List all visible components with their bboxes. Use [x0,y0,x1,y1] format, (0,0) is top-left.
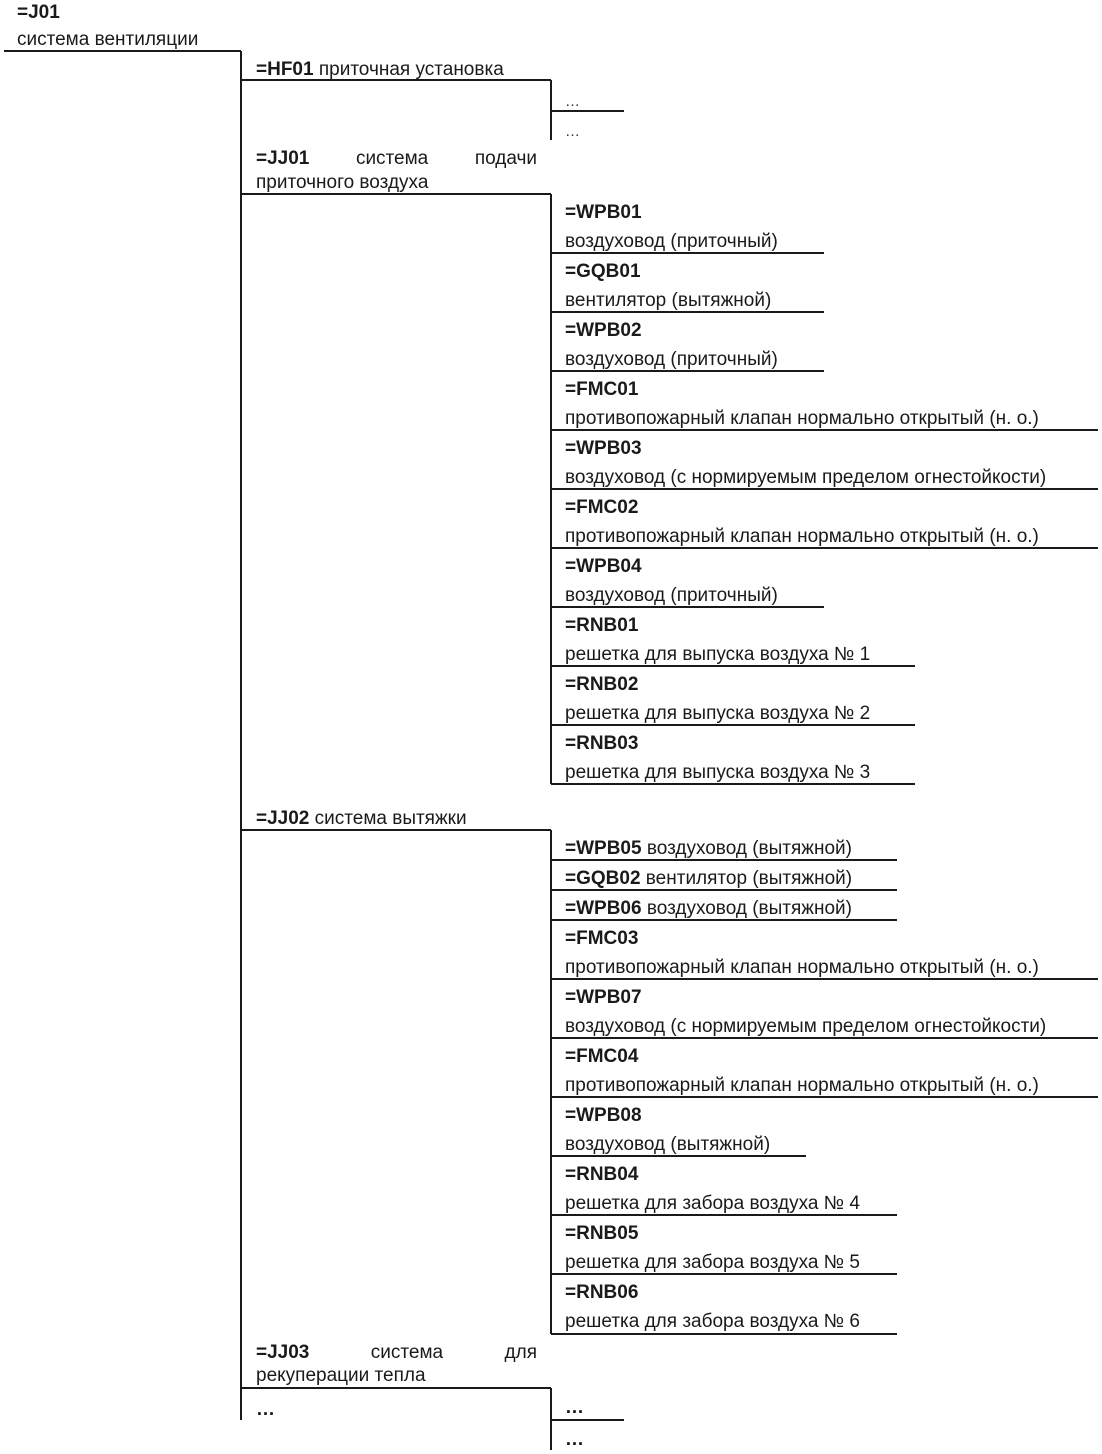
jj01-child-4-code: =FMC01 [565,379,639,400]
jj01-child-7-label: воздуховод (приточный) [565,585,778,606]
jj02-child-1-code: =FMC03 [565,928,639,949]
root-label: система вентиляции [17,29,199,50]
node-jj01-line1 [256,148,537,170]
node-jj02-label: система вытяжки [314,808,467,829]
jj02-child-3-label: противопожарный клапан нормально открытый (н. о.) [565,1075,1039,1096]
jj02-child-7-code: =RNB06 [565,1282,639,1303]
node-jj01-line2: приточного воздуха [256,172,429,193]
hf01-child-ellipsis-1: … [565,93,580,110]
jj01-child-8-label: решетка для выпуска воздуха № 1 [565,644,871,665]
hf01-child-ellipsis-2: … [565,123,580,140]
node-hf01-label: приточная установка [318,59,504,80]
jj01-child-5-label: воздуховод (с нормируемым пределом огнестойкости) [565,467,1047,488]
node-hf01 [256,59,504,81]
node-jj03-word-1: система [370,1342,444,1363]
node-jj03-line1 [256,1342,537,1364]
jj01-child-10-code: =RNB03 [565,733,639,754]
jj01-child-3-code: =WPB02 [565,320,642,341]
node-jj03-line2: рекуперации тепла [256,1365,426,1386]
jj02-child-5-code: =RNB04 [565,1164,639,1185]
jj01-child-1-label: воздуховод (приточный) [565,231,778,252]
node-jj01-word-2: подачи [474,148,537,169]
jj01-child-1-code: =WPB01 [565,202,642,223]
jj03-child-ellipsis-1: … [565,1397,584,1418]
jj01-child-9-label: решетка для выпуска воздуха № 2 [565,703,871,724]
jj02-inline-child-2-label: вентилятор (вытяжной) [645,868,853,889]
jj02-child-2-code: =WPB07 [565,987,642,1008]
jj01-child-10-label: решетка для выпуска воздуха № 3 [565,762,871,783]
jj02-child-2-label: воздуховод (с нормируемым пределом огнестойкости) [565,1016,1047,1037]
jj01-child-4-label: противопожарный клапан нормально открытый (н. о.) [565,408,1039,429]
node-hf01-code: =HF01 [256,59,314,80]
jj02-child-4-label: воздуховод (вытяжной) [565,1134,771,1155]
jj03-child-ellipsis-2: … [565,1429,584,1450]
jj01-child-8-code: =RNB01 [565,615,639,636]
jj02-child-5-label: решетка для забора воздуха № 4 [565,1193,860,1214]
jj01-child-5-code: =WPB03 [565,438,642,459]
node-jj01-word-1: система [355,148,429,169]
node-jj03-word-2: для [504,1342,537,1363]
jj02-child-6-code: =RNB05 [565,1223,639,1244]
jj02-inline-child-3-code: =WPB06 [565,898,642,919]
root-more-ellipsis: … [256,1399,275,1420]
jj02-child-1-label: противопожарный клапан нормально открытый (н. о.) [565,957,1039,978]
jj02-inline-child-1 [565,838,852,860]
jj01-child-9-code: =RNB02 [565,674,639,695]
jj01-child-2-code: =GQB01 [565,261,641,282]
node-jj02-code: =JJ02 [256,808,310,829]
jj02-child-4-code: =WPB08 [565,1105,642,1126]
jj02-inline-child-2-code: =GQB02 [565,868,641,889]
jj02-inline-child-1-label: воздуховод (вытяжной) [646,838,852,859]
jj01-child-6-code: =FMC02 [565,497,639,518]
jj02-inline-child-1-code: =WPB05 [565,838,642,859]
jj02-child-7-label: решетка для забора воздуха № 6 [565,1311,860,1332]
jj01-child-2-label: вентилятор (вытяжной) [565,290,772,311]
node-jj01-code: =JJ01 [256,148,310,169]
node-jj03-code: =JJ03 [256,1342,310,1363]
jj01-child-3-label: воздуховод (приточный) [565,349,778,370]
jj01-child-6-label: противопожарный клапан нормально открытый (н. о.) [565,526,1039,547]
node-jj02 [256,808,467,830]
jj02-child-3-code: =FMC04 [565,1046,639,1067]
jj02-inline-child-3-label: воздуховод (вытяжной) [646,898,852,919]
jj02-inline-child-2 [565,868,852,890]
jj02-inline-child-3 [565,898,852,920]
jj01-child-7-code: =WPB04 [565,556,642,577]
jj02-child-6-label: решетка для забора воздуха № 5 [565,1252,860,1273]
root-code: =J01 [17,2,60,23]
